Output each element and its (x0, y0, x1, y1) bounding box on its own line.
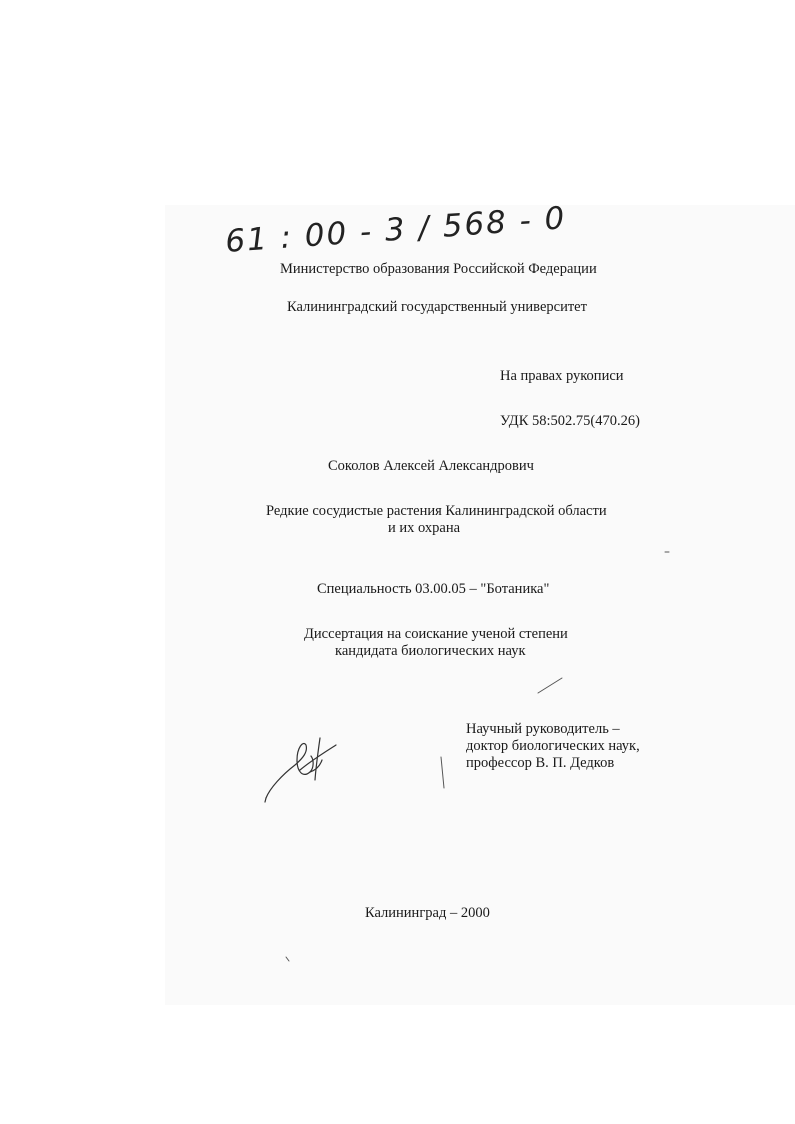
udc-code: УДК 58:502.75(470.26) (500, 413, 640, 429)
supervisor-line2: доктор биологических наук, (466, 738, 640, 754)
dissertation-title-line2: и их охрана (388, 520, 461, 536)
university-name: Калининградский государственный университет (287, 299, 587, 315)
archive-number: 61 : 00 - 3 / 568 - 0 (224, 200, 568, 260)
supervisor-line1: Научный руководитель – (466, 721, 620, 737)
dissertation-title-line1: Редкие сосудистые растения Калининградской области (266, 503, 607, 519)
degree-line2: кандидата биологических наук (335, 643, 526, 659)
degree-line1: Диссертация на соискание ученой степени (304, 626, 568, 642)
ministry-name: Министерство образования Российской Федерации (280, 261, 597, 277)
supervisor-line3: профессор В. П. Дедков (466, 755, 615, 771)
specialty: Специальность 03.00.05 – "Ботаника" (317, 581, 550, 597)
scanned-sheet (165, 205, 795, 1005)
rights-note: На правах рукописи (500, 368, 624, 384)
city-year: Калининград – 2000 (365, 905, 490, 921)
author-name: Соколов Алексей Александрович (328, 458, 534, 474)
